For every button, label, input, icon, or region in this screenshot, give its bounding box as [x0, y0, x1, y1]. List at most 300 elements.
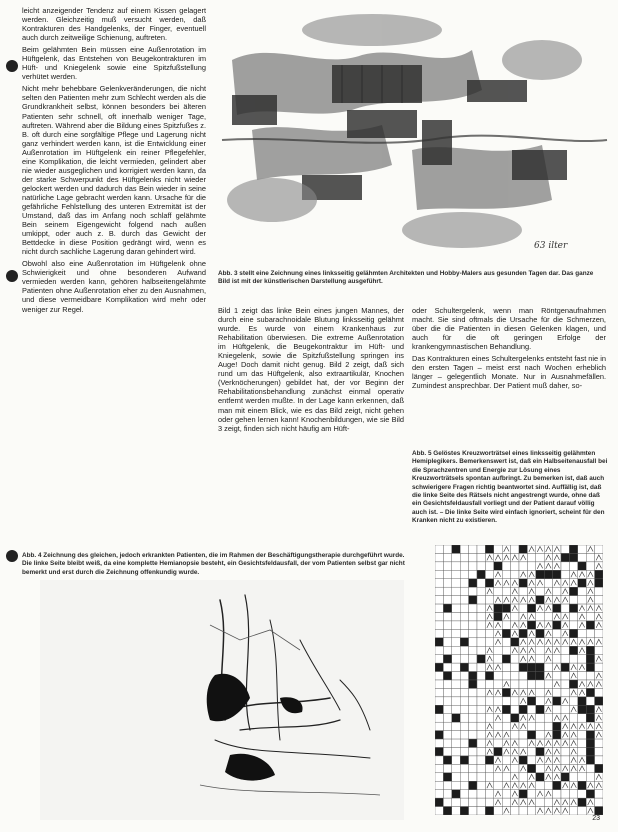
crossword-cell	[435, 613, 443, 621]
crossword-cell	[435, 697, 443, 705]
crossword-cell	[477, 545, 485, 553]
crossword-cell	[469, 562, 477, 570]
crossword-cell	[435, 570, 443, 578]
crossword-cell	[443, 545, 451, 553]
crossword-cell	[595, 688, 603, 696]
crossword-cell	[502, 655, 510, 663]
crossword-cell	[460, 781, 468, 789]
crossword-cell	[586, 714, 594, 722]
figure-3-signature: 63 ilter	[534, 241, 568, 251]
crossword-cell	[569, 655, 577, 663]
crossword-cell	[469, 807, 477, 815]
crossword-cell	[553, 697, 561, 705]
crossword-cell	[595, 545, 603, 553]
crossword-cell	[443, 764, 451, 772]
crossword-cell	[527, 562, 535, 570]
crossword-cell	[536, 705, 544, 713]
crossword-cell	[443, 790, 451, 798]
crossword-cell	[452, 655, 460, 663]
crossword-cell	[469, 646, 477, 654]
crossword-cell	[443, 553, 451, 561]
crossword-cell	[452, 688, 460, 696]
crossword-cell	[477, 663, 485, 671]
crossword-cell	[502, 663, 510, 671]
crossword-cell	[477, 748, 485, 756]
crossword-cell	[469, 672, 477, 680]
crossword-cell	[502, 756, 510, 764]
crossword-cell	[595, 596, 603, 604]
crossword-cell	[502, 638, 510, 646]
crossword-cell	[460, 545, 468, 553]
crossword-cell	[435, 731, 443, 739]
crossword-cell	[435, 748, 443, 756]
crossword-cell	[460, 562, 468, 570]
crossword-cell	[477, 731, 485, 739]
crossword-cell	[435, 562, 443, 570]
crossword-cell	[460, 764, 468, 772]
crossword-cell	[586, 688, 594, 696]
crossword-cell	[553, 781, 561, 789]
crossword-cell	[527, 756, 535, 764]
crossword-cell	[502, 570, 510, 578]
paragraph: Obwohl also eine Außenrotation im Hüftgelenk ohne Schwierigkeit und ohne besonderen Aufwand vermieden werden kann, gehören halbseitengelähmte Patienten ohne Außenrotation eher zu den Ausnahmen, und diese vermeidbare Komplikation wird mehr oder weniger zur Regel.	[22, 259, 206, 314]
crossword-cell	[502, 714, 510, 722]
crossword-cell	[443, 773, 451, 781]
crossword-cell	[511, 807, 519, 815]
crossword-cell	[569, 562, 577, 570]
crossword-cell	[469, 764, 477, 772]
crossword-cell	[519, 790, 527, 798]
crossword-cell	[586, 756, 594, 764]
crossword-cell	[443, 663, 451, 671]
crossword-cell	[469, 587, 477, 595]
crossword-cell	[519, 680, 527, 688]
crossword-cell	[452, 714, 460, 722]
crossword-cell	[452, 773, 460, 781]
crossword-cell	[435, 596, 443, 604]
crossword-cell	[519, 587, 527, 595]
crossword-cell	[578, 739, 586, 747]
figure-4-image	[40, 580, 404, 820]
crossword-cell	[502, 562, 510, 570]
crossword-cell	[511, 705, 519, 713]
crossword-cell	[536, 553, 544, 561]
crossword-cell	[452, 781, 460, 789]
crossword-cell	[527, 807, 535, 815]
crossword-cell	[477, 646, 485, 654]
crossword-cell	[460, 722, 468, 730]
crossword-cell	[586, 773, 594, 781]
crossword-cell	[477, 672, 485, 680]
crossword-cell	[502, 722, 510, 730]
crossword-cell	[586, 790, 594, 798]
crossword-cell	[578, 672, 586, 680]
crossword-cell	[460, 638, 468, 646]
crossword-cell	[569, 773, 577, 781]
crossword-cell	[595, 756, 603, 764]
crossword-cell	[452, 553, 460, 561]
crossword-cell	[443, 587, 451, 595]
crossword-cell	[536, 731, 544, 739]
crossword-cell	[469, 621, 477, 629]
crossword-cell	[502, 697, 510, 705]
crossword-cell	[485, 756, 493, 764]
crossword-cell	[435, 773, 443, 781]
crossword-cell	[595, 807, 603, 815]
crossword-cell	[569, 587, 577, 595]
crossword-cell	[460, 705, 468, 713]
crossword-cell	[485, 798, 493, 806]
crossword-cell	[452, 807, 460, 815]
crossword-cell	[443, 655, 451, 663]
crossword-cell	[527, 748, 535, 756]
crossword-cell	[544, 613, 552, 621]
crossword-cell	[578, 748, 586, 756]
crossword-cell	[460, 798, 468, 806]
figure-3-drawing	[212, 0, 612, 268]
crossword-cell	[586, 553, 594, 561]
crossword-cell	[527, 705, 535, 713]
paragraph: oder Schultergelenk, wenn man Röntgenaufnahmen macht. Sie sind oftmals die Ursache für die Schmerzen, über die die Patienten in diesen Gelenken klagen, und auch für die oft geringen Erfolge der krankengymnastischen Behandlung.	[412, 306, 606, 352]
crossword-cell	[485, 629, 493, 637]
crossword-cell	[477, 596, 485, 604]
crossword-cell	[519, 807, 527, 815]
crossword-cell	[536, 697, 544, 705]
crossword-cell	[452, 629, 460, 637]
crossword-cell	[544, 798, 552, 806]
crossword-cell	[561, 680, 569, 688]
crossword-cell	[527, 604, 535, 612]
crossword-cell	[477, 629, 485, 637]
crossword-cell	[561, 672, 569, 680]
crossword-cell	[460, 629, 468, 637]
crossword-cell	[435, 579, 443, 587]
crossword-cell	[477, 613, 485, 621]
crossword-cell	[477, 562, 485, 570]
crossword-cell	[460, 731, 468, 739]
crossword-cell	[452, 722, 460, 730]
crossword-cell	[561, 705, 569, 713]
crossword-cell	[561, 646, 569, 654]
crossword-cell	[443, 629, 451, 637]
crossword-cell	[569, 545, 577, 553]
crossword-cell	[569, 680, 577, 688]
crossword-cell	[469, 739, 477, 747]
crossword-cell	[561, 604, 569, 612]
crossword-cell	[460, 680, 468, 688]
crossword-cell	[452, 570, 460, 578]
crossword-cell	[502, 790, 510, 798]
crossword-cell	[477, 705, 485, 713]
crossword-cell	[578, 773, 586, 781]
crossword-cell	[527, 697, 535, 705]
crossword-cell	[595, 798, 603, 806]
crossword-cell	[435, 756, 443, 764]
crossword-cell	[536, 613, 544, 621]
crossword-cell	[536, 688, 544, 696]
crossword-cell	[452, 731, 460, 739]
crossword-cell	[460, 613, 468, 621]
crossword-cell	[494, 680, 502, 688]
crossword-cell	[443, 596, 451, 604]
crossword-cell	[435, 781, 443, 789]
crossword-cell	[443, 714, 451, 722]
crossword-cell	[553, 621, 561, 629]
crossword-cell	[561, 553, 569, 561]
crossword-cell	[469, 680, 477, 688]
crossword-cell	[477, 553, 485, 561]
crossword-cell	[469, 748, 477, 756]
crossword-cell	[569, 629, 577, 637]
crossword-cell	[519, 731, 527, 739]
crossword-cell	[553, 604, 561, 612]
punch-hole-top	[6, 60, 18, 72]
crossword-cell	[469, 553, 477, 561]
crossword-cell	[494, 773, 502, 781]
crossword-cell	[511, 697, 519, 705]
crossword-cell	[578, 790, 586, 798]
crossword-cell	[452, 638, 460, 646]
crossword-cell	[553, 722, 561, 730]
crossword-cell	[561, 655, 569, 663]
crossword-cell	[460, 773, 468, 781]
crossword-cell	[460, 663, 468, 671]
crossword-cell	[561, 570, 569, 578]
crossword-cell	[485, 773, 493, 781]
crossword-cell	[527, 663, 535, 671]
crossword-cell	[460, 807, 468, 815]
crossword-cell	[452, 596, 460, 604]
crossword-cell	[494, 646, 502, 654]
crossword-cell	[586, 739, 594, 747]
crossword-cell	[527, 731, 535, 739]
crossword-cell	[469, 798, 477, 806]
crossword-cell	[569, 553, 577, 561]
crossword-cell	[477, 722, 485, 730]
crossword-cell	[569, 646, 577, 654]
crossword-cell	[443, 748, 451, 756]
crossword-cell	[443, 680, 451, 688]
crossword-cell	[477, 739, 485, 747]
crossword-cell	[452, 613, 460, 621]
crossword-cell	[595, 697, 603, 705]
crossword-cell	[477, 570, 485, 578]
crossword-cell	[578, 587, 586, 595]
crossword-cell	[452, 621, 460, 629]
crossword-cell	[443, 562, 451, 570]
crossword-cell	[536, 596, 544, 604]
crossword-cell	[578, 714, 586, 722]
crossword-cell	[569, 697, 577, 705]
crossword-cell	[527, 621, 535, 629]
crossword-cell	[435, 587, 443, 595]
crossword-cell	[494, 807, 502, 815]
crossword-cell	[477, 773, 485, 781]
crossword-cell	[586, 562, 594, 570]
crossword-cell	[452, 790, 460, 798]
crossword-cell	[553, 587, 561, 595]
crossword-cell	[443, 604, 451, 612]
crossword-cell	[578, 579, 586, 587]
crossword-cell	[519, 773, 527, 781]
crossword-cell	[452, 545, 460, 553]
caption-abb4: Abb. 4 Zeichnung des gleichen, jedoch erkrankten Patienten, die im Rahmen der Beschäftigungstherapie durchgeführt wurde. Die linke Seite bleibt weiß, da eine komplette Hemianopsie besteht, ein Gesichtsfeldausfall, der vom Patienten selbst gar nicht bemerkt und erst durch die Zeichnung offenkundig wurde.	[22, 552, 405, 576]
crossword-cell	[469, 756, 477, 764]
crossword-cell	[435, 688, 443, 696]
crossword-grid	[435, 545, 603, 815]
crossword-cell	[494, 781, 502, 789]
crossword-cell	[502, 604, 510, 612]
crossword-cell	[536, 781, 544, 789]
crossword-cell	[452, 579, 460, 587]
crossword-cell	[485, 764, 493, 772]
crossword-cell	[435, 638, 443, 646]
crossword-cell	[553, 688, 561, 696]
crossword-cell	[536, 672, 544, 680]
crossword-cell	[443, 688, 451, 696]
crossword-cell	[595, 646, 603, 654]
crossword-cell	[435, 739, 443, 747]
crossword-cell	[536, 655, 544, 663]
crossword-cell	[569, 621, 577, 629]
punch-hole-bottom	[6, 550, 18, 562]
crossword-cell	[553, 570, 561, 578]
crossword-cell	[578, 781, 586, 789]
crossword-cell	[511, 570, 519, 578]
crossword-cell	[502, 773, 510, 781]
crossword-cell	[469, 604, 477, 612]
crossword-cell	[595, 739, 603, 747]
crossword-cell	[536, 646, 544, 654]
crossword-cell	[443, 722, 451, 730]
crossword-cell	[485, 638, 493, 646]
crossword-cell	[595, 748, 603, 756]
crossword-cell	[460, 570, 468, 578]
crossword-cell	[519, 756, 527, 764]
crossword-cell	[452, 587, 460, 595]
crossword-cell	[477, 579, 485, 587]
crossword-cell	[477, 621, 485, 629]
crossword-cell	[485, 680, 493, 688]
crossword-cell	[553, 790, 561, 798]
crossword-cell	[502, 587, 510, 595]
crossword-cell	[485, 807, 493, 815]
crossword-cell	[469, 705, 477, 713]
crossword-cell	[452, 756, 460, 764]
crossword-cell	[460, 714, 468, 722]
crossword-cell	[485, 697, 493, 705]
crossword-cell	[477, 697, 485, 705]
crossword-cell	[519, 705, 527, 713]
crossword-cell	[477, 714, 485, 722]
crossword-cell	[494, 672, 502, 680]
crossword-cell	[443, 579, 451, 587]
crossword-cell	[553, 672, 561, 680]
crossword-cell	[536, 629, 544, 637]
crossword-cell	[443, 613, 451, 621]
crossword-cell	[578, 562, 586, 570]
crossword-cell	[477, 756, 485, 764]
crossword-cell	[477, 655, 485, 663]
crossword-cell	[527, 722, 535, 730]
crossword-cell	[578, 553, 586, 561]
crossword-cell	[519, 739, 527, 747]
crossword-cell	[485, 790, 493, 798]
crossword-cell	[586, 764, 594, 772]
crossword-cell	[443, 781, 451, 789]
crossword-cell	[435, 714, 443, 722]
crossword-cell	[544, 680, 552, 688]
crossword-cell	[536, 773, 544, 781]
crossword-cell	[485, 672, 493, 680]
crossword-cell	[494, 739, 502, 747]
crossword-cell	[460, 739, 468, 747]
crossword-cell	[536, 764, 544, 772]
crossword-cell	[502, 688, 510, 696]
crossword-cell	[452, 680, 460, 688]
crossword-cell	[435, 663, 443, 671]
crossword-cell	[460, 579, 468, 587]
crossword-cell	[527, 553, 535, 561]
crossword-cell	[569, 714, 577, 722]
crossword-cell	[469, 688, 477, 696]
crossword-cell	[536, 587, 544, 595]
crossword-cell	[561, 790, 569, 798]
crossword-cell	[527, 764, 535, 772]
crossword-cell	[519, 562, 527, 570]
crossword-cell	[485, 562, 493, 570]
crossword-cell	[536, 748, 544, 756]
crossword-cell	[452, 604, 460, 612]
crossword-cell	[485, 545, 493, 553]
crossword-cell	[452, 646, 460, 654]
crossword-cell	[452, 739, 460, 747]
paragraph: Das Kontrakturen eines Schultergelenks entsteht fast nie in den ersten Tagen – meist erst nach Wochen erheblich länger – gelegentlich Monate. Nur in Ausnahmefällen. Zumindest ansprechbar. Der Patient muß daher, so-	[412, 354, 606, 391]
crossword-cell	[469, 629, 477, 637]
crossword-cell	[586, 697, 594, 705]
crossword-cell	[435, 705, 443, 713]
crossword-cell	[553, 731, 561, 739]
crossword-cell	[469, 596, 477, 604]
crossword-cell	[443, 739, 451, 747]
crossword-cell	[485, 579, 493, 587]
crossword-cell	[452, 697, 460, 705]
crossword-cell	[578, 596, 586, 604]
crossword-cell	[469, 655, 477, 663]
crossword-cell	[494, 697, 502, 705]
figure-4-sketch	[40, 580, 404, 820]
crossword-cell	[435, 545, 443, 553]
crossword-cell	[569, 790, 577, 798]
crossword-cell	[469, 697, 477, 705]
crossword-cell	[494, 545, 502, 553]
crossword-cell	[469, 722, 477, 730]
crossword-cell	[595, 579, 603, 587]
crossword-cell	[435, 722, 443, 730]
crossword-cell	[443, 646, 451, 654]
crossword-cell	[586, 613, 594, 621]
crossword-cell	[460, 646, 468, 654]
paragraph: leicht anzeigender Tendenz auf einem Kissen gelagert werden. Gleichzeitig muß versucht werden, daß Kontrakturen des Handgelenks, der Finger, eventuell auch durch zeitweilige Schienung, auftreten.	[22, 6, 206, 43]
crossword-cell	[595, 629, 603, 637]
crossword-cell	[561, 756, 569, 764]
crossword-cell	[544, 714, 552, 722]
crossword-cell	[469, 545, 477, 553]
crossword-cell	[460, 790, 468, 798]
crossword-cell	[502, 621, 510, 629]
crossword-cell	[569, 604, 577, 612]
crossword-cell	[578, 798, 586, 806]
